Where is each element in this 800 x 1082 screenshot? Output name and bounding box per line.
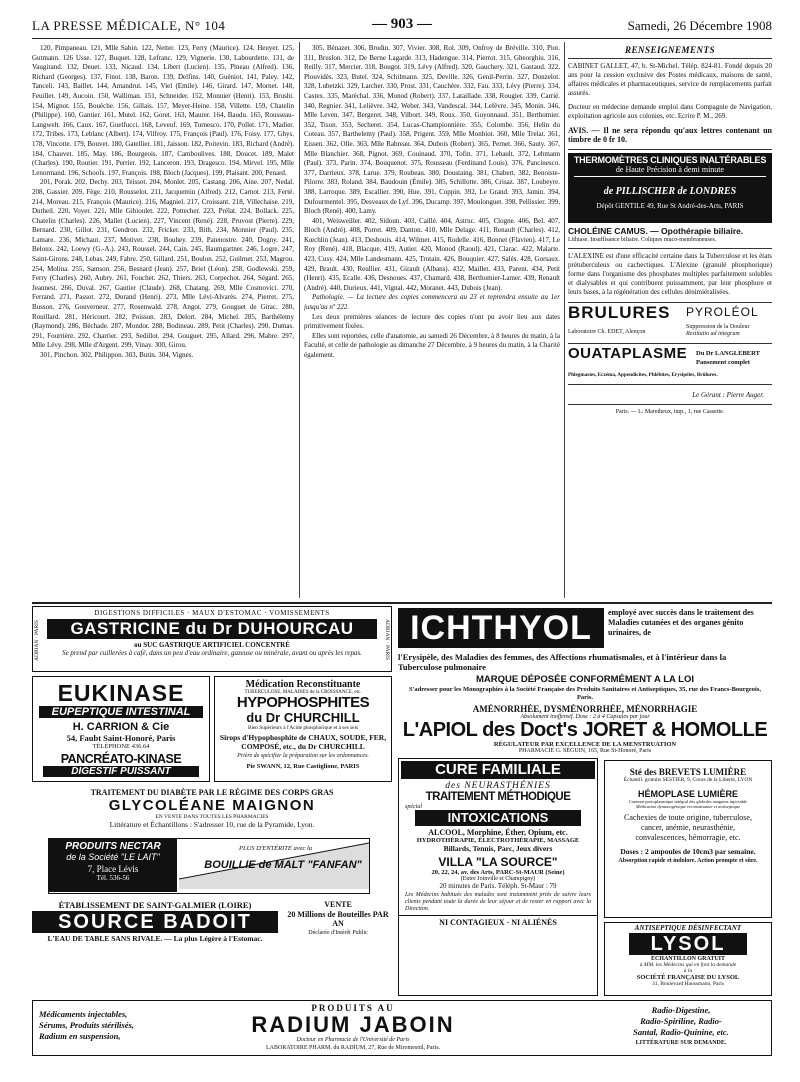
ad-million: 20 Millions de Bouteilles PAR AN xyxy=(287,910,389,928)
paragraph: 120, Pimpaneau. 121, Mlle Sabin. 122, Netter. 123, Ferry (Maurice). 124, Heuyer. 125, Gutmann. 126 Usse. 127, Buquet. 128, Lefranc. 129, Vignerie. 130, Labourdette. 131, de Vaugirand. 132, Deuet. 133, Nicaud. 134, Libert (Lucien). 135, Pineau (Alfred). 136, Richard (Georges). 137, Finot. 138, Baron. 139, Delfins. 140, Guéniot. 141, Paley. 142, Tanceli. 143, Baillet. 144, Amandrut. 145, Viel (Emile). 146, Girard. 147, Mornet. 148, Feuillet. 149, Aucoin. 150, Walliman. 151, Schneider. 152, Monnier (Henri). 153, Brushi. 154, Mignot. 155, Bouèche. 156, Gillais. 157, Meyer-Heine. 158, Villette. 159, Chatelin (Philippe). 160, Gantier. 161, Mutel. 162, Goret. 163, Maurer. 164, Baudu. 165, Rousseau-Langwelt. 166, Caux. 167, Guelfucci. 168, Leveuf. 169, Turnesco. 170, Pollet. 171, Madier. 172, Tribes. 173, Leblanc (Albert). 174, Vilfroy. 175, François (Paul). 176, Foisy. 177, Ghys. 178, Vincotte. 179, Bouvet. 180, Gatellier. 181, Jaisson. 182, Poitevin. 183, Richard (André). 184, Chauvet. 185, May. 186, Bourgeois. 187, Camboulives. 188, Doucet. 189, Malet (Charles). 190, Routier. 191, Perrier. 192, Lanceron. 193, Dragesco. 194, Mirvel. 195, Mlle Lenormand. 196, Schoofs. 197, François. 198, Bloch (Jacques). 199, Plaisant. 200, Penard. xyxy=(32,44,294,177)
ad-address: 54, Faubt Saint-Honoré, Paris xyxy=(66,733,176,743)
ad-special: spécial xyxy=(405,804,422,810)
ad-line: ALCOOL, Morphine, Éther, Opium, etc. xyxy=(428,828,568,837)
ad-sub: des NEURASTHÉNIES xyxy=(445,781,551,791)
paragraph: 401, Weisweiller. 402, Sidoun. 403, Caillé. 404, Astruc. 405, Clogne. 406, Bel. 407, Bloch (André). 408, Porret. 409, Danton. 410, Mlle Delage. 411, Renault (Charles). 412, Kœchlin (Jean). 413, Desbouis. 414, Wilmet. 415, Rodelle. 416, Bonnet (Flavien). 417, Le Roy (René). 418, Blacque. 419, Autier. 420, Monod (Raoul). 421, Clarac. 422, Malarte. 423, Cusy. 424, Mlle Landesmann. 425, Trotain. 426, Bouquier. 427, Salés. 428, Gorsaux. 429, Brault. 430, Reullier. 431, Girault (Albans). 432, Maillet. 433, Parent. 434, Petit (Henri). 435, Ecalle. 436, Desnoues. 437, Chamard. 438, Berthomier-Lamer. 439, Renault (André). 440, Durieux. 441, Vignal. 442, Moranet. 443, Dubois (Jean). xyxy=(304,216,560,292)
ad-title: GASTRICINE du Dr DUHOURCAU xyxy=(47,619,377,639)
ad-sub: Suppression de la Douleur xyxy=(686,324,750,330)
ad-depot: Dépôt GENTILE 49, Rue St André-des-Arts, PARIS xyxy=(596,202,744,210)
ad-sub: Contenu protoplasmique intégral des globules sanguins injectable xyxy=(628,799,748,804)
ad-topline: DIGESTIONS DIFFICILES · MAUX D'ESTOMAC · VOMISSEMENTS xyxy=(94,609,330,617)
paragraph: Les deux premières séances de lecture des copies n'ont pu avoir lieu aux dates primitivement fixées. xyxy=(304,312,560,331)
ad-title: L'APIOL des Doct's JORET & HOMOLLE xyxy=(402,719,768,741)
ad-subtitle: ou SUC GASTRIQUE ARTIFICIEL CONCENTRÉ xyxy=(134,641,290,649)
ad-title: HÉMOPLASE LUMIÈRE xyxy=(637,789,738,799)
ad-sub: Médication dynamogénique reconstituante et antiseptique xyxy=(635,804,741,809)
paragraph: 201, Porak. 202, Dechy. 203, Teissot. 204, Monlet. 205, Castang. 206, Aine. 207, Nedal. 208, Gassier. 209, Fège. 210, Rousselot. 211, Jacquemin (Alfred). 212, Carnot. 213, Ferté. 214, Moreau. 215, François (Maurice). 216, Magniel. 217, Croissant. 218, Villechaise. 219, Dutheil. 220, Voyer. 221, Mlle Gibioulet. 222, Pottecher. 223, Prélat. 224, Bollack. 225, Chatelin (Charles). 226, Mallet (Lucien). 227, Vincent (René). 228, Pruvost (Pierre). 229, Bernard. 230, Gillot. 231, Gendron. 232, Fricker. 233, Bith. 234, Monnier (Paul). 235, Lamare. 236, Michaut. 237, Motivet. 238, Bouhey. 239, Patenostre. 240, Dogny. 241, Beloux. 242, Loewy (G.-A.). 243, Roussel. 244, Cain. 245, Baumgartner. 246, Logre. 247, Saint-Girons. 248, Lebas. 249, Fabre. 250, Gillard. 251, Boulon. 252, Guilmet. 253, Magrou. 254, Molina. 255, Samson. 256, Besnard (Jean). 257, Briel (Léon). 258, Godlewski. 259, Ferry (Charles). 260, Aubry. 261, Fouchet. 262, Thiers. 263, Corpechot. 264, Ségard. 265, Jeannest. 266, Duval. 267, Gautier (Claude). 268, Chatang. 269, Mlle Cosmovici. 270, Ferrand. 271, Passot. 272, Durand (Henri). 273, Mlle Lévi-Alvarès. 274, Pierret. 275, Busson. 276, Gouverneur. 277, Rosenwald. 278, Angot. 279, Gouguet de Girac. 280, Rouillard. 281, Héricourt. 282, Poisson. 283, Delort. 284, Michel. 285, Barthélemy (Raymond). 286, Béchade. 287, Mondor. 288, Bodineau. 289, Petit (Charles). 290, Dumas. 291, Fourrière. 292, Charrier. 293, Sedillot. 294, Gouguet. 295, Allard. 296, Mabre. 297, Mlle Lévy. 298, Mlle d'Argent. 299, Vinay. 300, Girou. xyxy=(32,178,294,350)
brulures-ad xyxy=(568,303,772,340)
ad-sub: TUBERCULOSE, MALADIES de la CROISSANCE, etc. xyxy=(244,690,362,695)
glycoleane-ad xyxy=(32,786,392,834)
ad-name: du Dr CHURCHILL xyxy=(246,710,360,725)
ad-subtitle: de Haute Précision à demi minute xyxy=(574,165,766,177)
ad-product: PYROLÉOL xyxy=(686,305,759,319)
ad-lab: Laboratoire Ch. EDET, Alençon xyxy=(568,329,646,335)
ad-address: S'adresser pour les Monographies à la Société Française des Produits Sanitaires et Antiseptiques, 35, rue des Francs-Bourgeois, Paris. xyxy=(408,686,762,701)
eukinase-ad xyxy=(32,676,210,782)
ad-intox: INTOXICATIONS xyxy=(415,810,581,826)
ad-phone: TÉLÉPHONE 436.64 xyxy=(92,743,150,750)
ad-topline: ÉTABLISSEMENT DE SAINT-GALMIER (LOIRE) xyxy=(58,900,252,910)
ad-tagline: DIGESTIF PUISSANT xyxy=(43,766,199,777)
ad-title: BRULURES xyxy=(568,303,671,322)
ad-villa: VILLA "LA SOURCE" xyxy=(438,855,558,869)
renseignements-column xyxy=(568,46,772,594)
ad-line: Littérature et Échantillons : S'adresser 10, rue de la Pyramide, Lyon. xyxy=(109,820,315,829)
ad-product: PANCRÉATO-KINASE xyxy=(60,752,182,766)
article-column-1 xyxy=(32,44,294,600)
ad-topline: AMÉNORRHÉE, DYSMÉNORRHÉE, MÉNORRHAGIE xyxy=(472,704,698,714)
page-header xyxy=(32,16,772,36)
ad-title: EUKINASE xyxy=(57,680,185,706)
nectar-left-panel xyxy=(49,839,177,892)
ad-mark: MARQUE DÉPOSÉE CONFORMÉMENT A LA LOI xyxy=(476,674,694,685)
gerant: Le Gérant : Pierre Auger. xyxy=(692,391,764,399)
ad-right-item: LITTÉRATURE SUR DEMANDE. xyxy=(635,1040,727,1046)
ad-title: RADIUM JABOIN xyxy=(251,1012,455,1037)
ads-rule xyxy=(32,602,772,604)
ad-line: Billards, Tennis, Parc, Jeux divers xyxy=(443,844,553,853)
ad-line: Phlegmasies, Eczéma, Appendicites, Phlébites, Erysipèles, Brûlures. xyxy=(568,372,718,378)
ad-address: LABORATOIRE PHARM. du RADIUM, 27, Rue de Miromesnil, Paris. xyxy=(265,1045,441,1051)
lysol-ad xyxy=(604,922,772,996)
imprimeur: Paris. — L. Maretheux, imp., 1, rue Cassette. xyxy=(615,409,725,415)
ad-left-item: Médicaments injectables, xyxy=(39,1009,128,1019)
ad-line: Sirops d'Hypophosphite de CHAUX, SOUDE, FER, COMPOSÉ, etc., du Dr CHURCHILL xyxy=(219,733,387,751)
ad-line: à la xyxy=(683,968,693,974)
ad-sub: EN VENTE DANS TOUTES LES PHARMACIES xyxy=(155,814,269,820)
ad-cachexie: Cachexies de toute origine, tuberculose, cancer, anémie, neurasthénie, convalescences, hémorragie, etc. xyxy=(624,813,752,842)
article-column-2 xyxy=(304,44,560,600)
ad-address: 20 minutes de Paris. Téléph. St-Maur : 79 xyxy=(439,882,557,890)
ad-address: 7, Place Lévis xyxy=(87,864,139,874)
employment-notice: Docteur en médecine demande emploi dans Compagnie de Navigation, exploitation agricole aux colonies, etc. Ecrire P. M., 269. xyxy=(568,103,772,120)
badoit-ad xyxy=(32,898,392,946)
ad-side: ADRIAN · PARIS xyxy=(34,619,40,661)
ad-line: RÉGULATEUR PAR EXCELLENCE DE LA MENSTRUATION xyxy=(493,741,677,748)
ad-topline: Sté des BREVETS LUMIÈRE xyxy=(629,767,747,777)
ad-side: ADRIAN · PARIS xyxy=(384,619,390,661)
ad-title: HYPOPHOSPHITES xyxy=(236,694,370,711)
alexine-notice: L'ALEXINE est d'une efficacité certaine dans la Tuberculose et les états prétuberculeux ou cachectiques. L'Alexine (granulé phosphorique) forme dans l'organisme des phosphates multiples parfaitement solubles et dialysables et qui contribuent puissamment, par leur phosphore et leurs bases, à la régénération des cellules dénimiéralisées. xyxy=(568,252,772,296)
journal-title: LA PRESSE MÉDICALE, N° 104 xyxy=(32,18,226,33)
ad-right-item: Radio-Spiriline, Radio- xyxy=(640,1016,722,1026)
ad-address: (Entre Joinville et Champigny) xyxy=(460,876,536,882)
ad-echant: Échantil. gratuits SESTIER, 9, Cours de la Liberté, LYON xyxy=(623,777,753,783)
nectar-ad xyxy=(48,838,370,894)
ad-right-item: Radio-Digestine, xyxy=(651,1005,711,1015)
divider xyxy=(568,343,772,344)
ad-doctor: Du Dr LANGLEBERT xyxy=(696,350,760,357)
header-rule xyxy=(32,38,772,39)
ad-sub: Absolument inoffensif. Dose : 2 à 4 Capsules par jour xyxy=(520,714,650,720)
ad-absorb: Absorption rapide et indolore. Action prompte et sûre. xyxy=(618,858,758,864)
ad-vente: VENTE xyxy=(324,900,352,909)
ad-line: L'EAU DE TABLE SANS RIVALE. — La plus Légère à l'Estomac. xyxy=(47,934,263,943)
ad-topline: ANTISEPTIQUE DÉSINFECTANT xyxy=(634,924,742,932)
cabinet-notice: CABINET GALLET, 47, b. St-Michel. Télép. 824-81. Fondé depuis 20 ans pour la cession exclusive des Postes médicaux, maisons de santé, affaires médicales et pharmaceutiques, service de remplacements parfait assurés. xyxy=(568,62,772,97)
ad-title: LYSOL xyxy=(629,933,747,955)
page-number: — 903 — xyxy=(372,16,432,32)
gastricine-ad xyxy=(32,606,392,672)
ad-bottom: NI CONTAGIEUX · NI ALIÉNÉS xyxy=(399,915,597,927)
ad-top: PRODUITS AU xyxy=(311,1003,395,1013)
ad-line: Se prend par cuillerées à café, dans un peu d'eau ordinaire, gazeuse ou minérale, avant ou après les repas. xyxy=(62,649,362,657)
divider xyxy=(568,149,772,150)
ad-phone: Tél. 536-56 xyxy=(96,874,130,882)
ad-title: SOURCE BADOIT xyxy=(32,911,278,933)
ad-banner-product: BOUILLIE de MALT "FANFAN" xyxy=(204,859,362,871)
ad-sub: Restitutio ad integrum xyxy=(686,331,740,337)
churchill-ad xyxy=(214,676,392,782)
ad-address: PHARMACIE G. SÉGUIN, 165, Rue St-Honoré, Paris xyxy=(518,748,652,754)
ad-line: HYDROTHÉRAPIE, ÉLECTROTHÉRAPIE, MASSAGE xyxy=(416,837,580,844)
ad-head: Médication Reconstituante xyxy=(245,679,361,690)
ad-title: OUATAPLASME xyxy=(568,345,688,362)
ad-sub: de la Société "LE LAIT" xyxy=(66,852,160,862)
divider xyxy=(568,248,772,249)
thermometres-ad xyxy=(568,153,772,223)
ad-decl: Déclarée d'Intérêt Public xyxy=(308,930,368,936)
ad-right-item: Santal, Radio-Quinine, etc. xyxy=(633,1027,729,1037)
issue-date: Samedi, 26 Décembre 1908 xyxy=(627,18,772,33)
ad-soc: SOCIÉTÉ FRANÇAISE DU LYSOL xyxy=(636,974,740,981)
paragraph: 305, Bénazet. 306, Brodin. 307, Vivier. 308, Rol. 309, Onfroy de Bréville. 310, Piot. 311, Bruslon. 312, De Berne Lagarde. 313, Hadengue. 314, Pierrot. 315, Gheorghiu. 316, Reilly. 317, Mercier. 318, Bougot. 319, Lévy (Alfred). 320, Gauchery. 321, Gastaud. 322, Plouvidès. 323, Butel. 324, Schilmann. 325, Deville. 326, Genil-Perrin. 327, Donzelot. 328, Lubetzki. 329, Larcher. 330, Prost. 331, Cauchère. 332, Fau. 333, Lévy (Pierre). 334, Castex. 335, Maréchal. 336, Monod (Robert). 337, Lataillade. 338, Rougier. 339, Carrié. 340, Regnier. 341, Lelièvre. 342, Weber. 343, Vandescal. 344, Lefèvre. 345, Monin. 346, Mlle Leven. 347, Bergeret. 348, Vilbort. 349, Roux. 350, Guyonnaud. 351, Berthomier. 352, Tison. 353, Secheret. 354, Lucas-Championnière. 355, Colombe. 356, Helin du Coteau. 357, Barthelemy (Paul). 358, Prigent. 359, Mlle Monbiot. 360, Mlle Trelat. 361, Eissen. 362, Olle. 363, Mlle Rabreau. 364, Dubois (Robert). 365, Pernet. 366, Sauty. 367, Mlle Blanchier. 368, Pignot. 369, Couinaud. 370, Tofin. 371, Lebault. 372, Lehmann (Paul). 373, Parin. 374, Bouquenot. 375, Rousseau (Ferdinand Louis). 376, Pancinesco. 377, Darrieux. 378, Larue. 379, Roubeau. 380, Doustaing. 381, Chabert. 382, Benoiste-Pilorre. 383, Roland. 384, Baudouin (Émile). 385, Schillotte. 386, Crisaz. 387, Loubeyre. 388, Larroque. 389, Escallier. 390, Hue. 391, Coppin. 392, Le Grand. 393, Jamin. 394, Dufourmentel. 395, Desveaux de Lyf. 396, Ducamp. 397, Moulonguet. 398, Pellissier. 399, Bloch (René). 400, Lamy. xyxy=(304,44,560,216)
paragraph: Pathologie. — La lecture des copies commencera au 23 et reprendra ensuite au 1er jusqu'au nº 222. xyxy=(304,293,560,312)
ad-line: Bien Supérieurs à l'Acide phosphorique et à ses sels xyxy=(247,725,359,731)
ad-title: THERMOMÈTRES CLINIQUES INALTÉRABLES xyxy=(573,155,767,165)
ad-doses: Doses : 2 ampoules de 10cm3 par semaine. xyxy=(620,847,756,856)
ad-subtitle: EUPEPTIQUE INTESTINAL xyxy=(39,706,203,718)
choleine-title: CHOLÉINE CAMUS. — Opothérapie biliaire. xyxy=(568,226,744,236)
apiol-ad xyxy=(398,704,772,756)
ad-banner-line: PLUS D'ENTÉRITE avec la xyxy=(239,845,313,852)
ad-left-item: Radium en suspension, xyxy=(39,1031,121,1041)
ichthyol-ad xyxy=(398,606,772,702)
ad-topline: TRAITEMENT DU DIABÈTE PAR LE RÉGIME DES CORPS GRAS xyxy=(90,788,334,797)
ad-line: à MM. les Médecins qui en font la demande xyxy=(639,962,737,968)
column-divider xyxy=(564,42,565,598)
jaboin-ad xyxy=(32,1000,772,1056)
choleine-sub: Lithiase. Insuffisance biliaire. Coliques muco-membraneuses. xyxy=(568,237,717,243)
ad-maker: de PILLISCHER de LONDRES xyxy=(603,186,737,197)
ad-side: employé avec succès dans le traitement des Maladies cutanées et des organes génito urinaires, de xyxy=(608,608,754,637)
paragraph: Elles sont reportées, celle d'anatomie, au samedi 26 Décembre, à 8 heures du matin, à la Faculté, et celle de pathologie au dimanche 27 Décembre, à 9 heures du matin, à la Charité également. xyxy=(304,331,560,359)
ad-sub: Pansement complet xyxy=(696,359,750,366)
ad-title: PRODUITS NECTAR xyxy=(65,841,161,852)
ad-left-item: Sérums, Produits stérilisés, xyxy=(39,1020,134,1030)
ad-address: Pie SWANN, 12, Rue Castiglione, PARIS xyxy=(246,763,360,770)
cure-familiale-ad xyxy=(398,758,598,996)
divider xyxy=(568,384,772,385)
ad-title: CURE FAMILIALE xyxy=(401,761,595,779)
section-heading: RENSEIGNEMENTS xyxy=(624,46,716,55)
divider xyxy=(568,58,772,59)
ad-maker: H. CARRION & Cie xyxy=(72,721,170,733)
ad-line: Prière de spécifier la préparation sur les ordonnances. xyxy=(237,753,369,759)
ad-line: TRAITEMENT MÉTHODIQUE xyxy=(425,791,571,803)
ad-title: GLYCOLÉANE MAIGNON xyxy=(108,797,316,814)
ad-echant: ÉCHANTILLON GRATUIT xyxy=(650,956,726,962)
ouataplasme-ad xyxy=(568,347,772,381)
divider xyxy=(568,404,772,405)
lumiere-ad xyxy=(604,760,772,918)
ad-title: ICHTHYOL xyxy=(398,608,604,648)
ad-address: 20, 22, 24, av. des Arts, PARC-St-MAUR (Seine) xyxy=(431,869,565,876)
avis-notice: AVIS. — Il ne sera répondu qu'aux lettres contenant un timbre de 0 fr 10. xyxy=(568,126,772,144)
column-divider xyxy=(299,42,300,598)
ad-sub: Docteur en Pharmacie de l'Université de Paris xyxy=(296,1037,410,1043)
ad-left-list xyxy=(39,1009,179,1042)
ad-address: 31, Boulevard Haussmann, Paris xyxy=(652,981,724,987)
paragraph: 301, Pinchon. 302, Philippon. 303, Butin. 304, Vignes. xyxy=(40,351,194,359)
ad-right-list xyxy=(593,1005,769,1049)
ad-line: Les Médecins habitués des malades sont instamment priés de suivre leurs clients pendant toute la durée de leur séjour et de rester en rapport avec la Direction. xyxy=(405,892,591,912)
ad-line: l'Erysipèle, des Maladies des femmes, des Affections rhumatismales, et à l'intérieur dans la Tuberculose pulmonaire xyxy=(398,652,727,672)
